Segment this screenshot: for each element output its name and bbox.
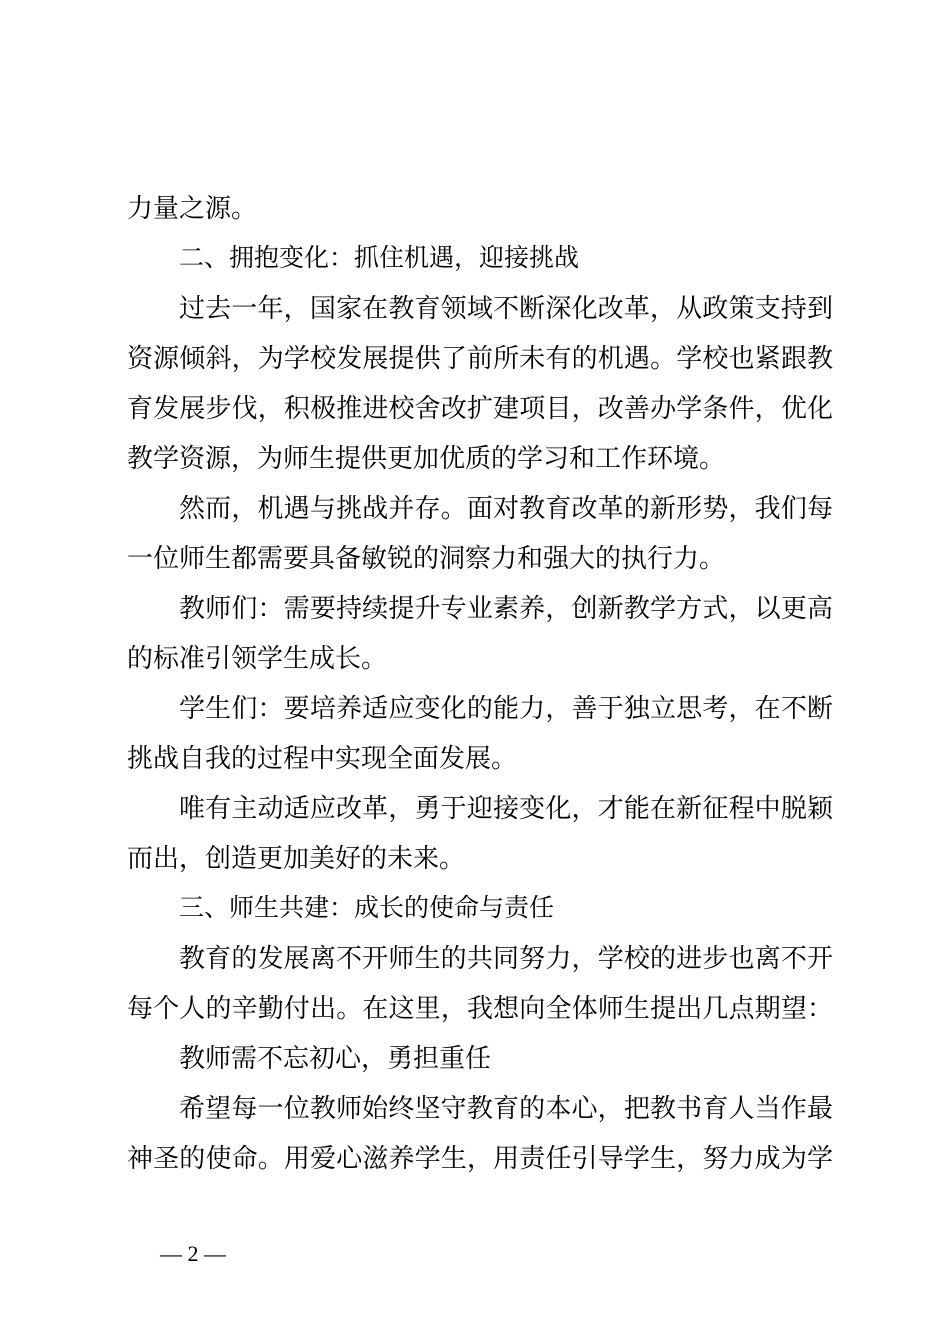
section-heading: 二、拥抱变化：抓住机遇，迎接挑战 — [179, 245, 580, 272]
page-number: — 2 — — [160, 1241, 226, 1266]
document-body — [127, 184, 833, 1184]
paragraph-line: 力量之源。 — [127, 194, 258, 224]
paragraph-line: 希望每一位教师始终坚守教育的本心，把教书育人当作最 — [179, 1094, 833, 1124]
paragraph-line: 然而，机遇与挑战并存。面对教育改革的新形势，我们每 — [179, 494, 833, 524]
paragraph-line: 育发展步伐，积极推进校舍改扩建项目，改善办学条件，优化 — [127, 394, 833, 424]
paragraph-line: 而出，创造更加美好的未来。 — [127, 844, 466, 874]
paragraph-line: 资源倾斜，为学校发展提供了前所未有的机遇。学校也紧跟教 — [127, 344, 833, 374]
paragraph-line: 教育的发展离不开师生的共同努力，学校的进步也离不开 — [179, 944, 833, 974]
paragraph-line: 唯有主动适应改革，勇于迎接变化，才能在新征程中脱颖 — [179, 794, 833, 824]
subheading-line: 教师需不忘初心，勇担重任 — [179, 1044, 492, 1074]
paragraph-line: 过去一年，国家在教育领域不断深化改革，从政策支持到 — [179, 294, 833, 324]
paragraph-line: 神圣的使命。用爱心滋养学生，用责任引导学生，努力成为学 — [127, 1144, 833, 1174]
paragraph-line: 教学资源，为师生提供更加优质的学习和工作环境。 — [127, 444, 726, 474]
paragraph-line: 的标准引领学生成长。 — [127, 644, 388, 674]
paragraph-line: 教师们：需要持续提升专业素养，创新教学方式，以更高 — [179, 594, 833, 624]
paragraph-line: 学生们：要培养适应变化的能力，善于独立思考，在不断 — [179, 694, 833, 724]
paragraph-line: 一位师生都需要具备敏锐的洞察力和强大的执行力。 — [127, 544, 726, 574]
paragraph-line: 挑战自我的过程中实现全面发展。 — [127, 744, 518, 774]
paragraph-line: 每个人的辛勤付出。在这里，我想向全体师生提出几点期望： — [127, 994, 833, 1024]
section-heading: 三、师生共建：成长的使命与责任 — [179, 895, 555, 922]
